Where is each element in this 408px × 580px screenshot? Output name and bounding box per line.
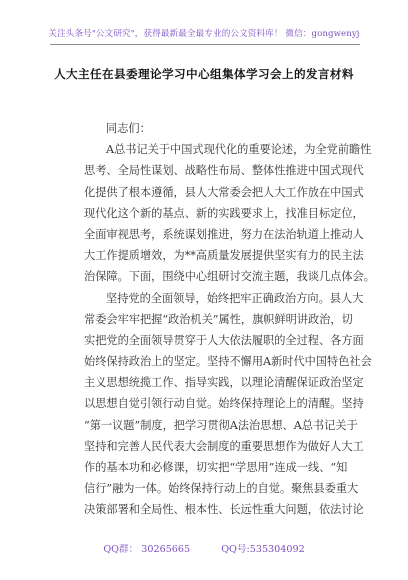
- body-line: 实把党的全面领导贯穿于人大依法履职的全过程、各方面: [84, 333, 364, 347]
- body-line: A总书记关于中国式现代化的重要论述，为全党前瞻性: [106, 143, 372, 157]
- body-line: 决策部署和全局性、根本性、长远性重大问题，依法讨论: [84, 503, 364, 517]
- body-line: 大工作提质增效，为**高质量发展提供坚实有力的民主法: [84, 249, 364, 263]
- body-line: 常委会牢牢把握“政治机关”属性，旗帜鲜明讲政治，切: [84, 312, 353, 326]
- greeting: 同志们：: [106, 122, 151, 135]
- body-line: 化提供了根本遵循，县人大常委会把人大工作放在中国式: [84, 185, 364, 199]
- body-line: 坚持和完善人民代表大会制度的重要思想作为做好人大工: [84, 439, 364, 453]
- body-line: 以思想自觉引领行动自觉。始终保持理论上的清醒。坚持: [84, 397, 364, 411]
- footer-qq-number: QQ号:535304092: [221, 544, 305, 555]
- body-line: 信行”融为一体。始终保持行动上的自觉。聚焦县委重大: [84, 482, 359, 496]
- header-banner: 关注头条号"公文研究"，获得最新最全最专业的公文资料库！ 微信：gongwenyj: [48, 29, 360, 39]
- body-line: “第一议题”制度，把学习贯彻A法治思想、A总书记关于: [84, 418, 358, 432]
- footer-qq-group: QQ群： 30265665: [103, 544, 191, 555]
- header-divider: [50, 44, 360, 45]
- body-line: 主义思想统揽工作、指导实践，以理论清醒保证政治坚定: [84, 376, 364, 390]
- body-line: 作的基本功和必修课，切实把“学思用”连成一线、“知: [84, 461, 348, 474]
- body-line: 现代化这个新的基点、新的实践要求上，找准目标定位，: [84, 206, 364, 220]
- body-line: 始终保持政治上的坚定。坚持不懈用A新时代中国特色社会: [84, 355, 372, 369]
- footer-contacts: [0, 541, 408, 555]
- body-line: 坚持党的全面领导，始终把牢正确政治方向。县人大: [106, 291, 364, 305]
- body-line: 思考、全局性谋划、战略性布局、整体性推进中国式现代: [84, 164, 364, 178]
- body-line: 全面审视思考，系统谋划推进，努力在法治轨道上推动人: [84, 227, 364, 241]
- document-title: 人大主任在县委理论学习中心组集体学习会上的发言材料: [54, 67, 354, 81]
- document-body: [84, 118, 375, 521]
- body-line: 治保障。下面，围绕中心组研讨交流主题，我谈几点体会。: [84, 270, 375, 284]
